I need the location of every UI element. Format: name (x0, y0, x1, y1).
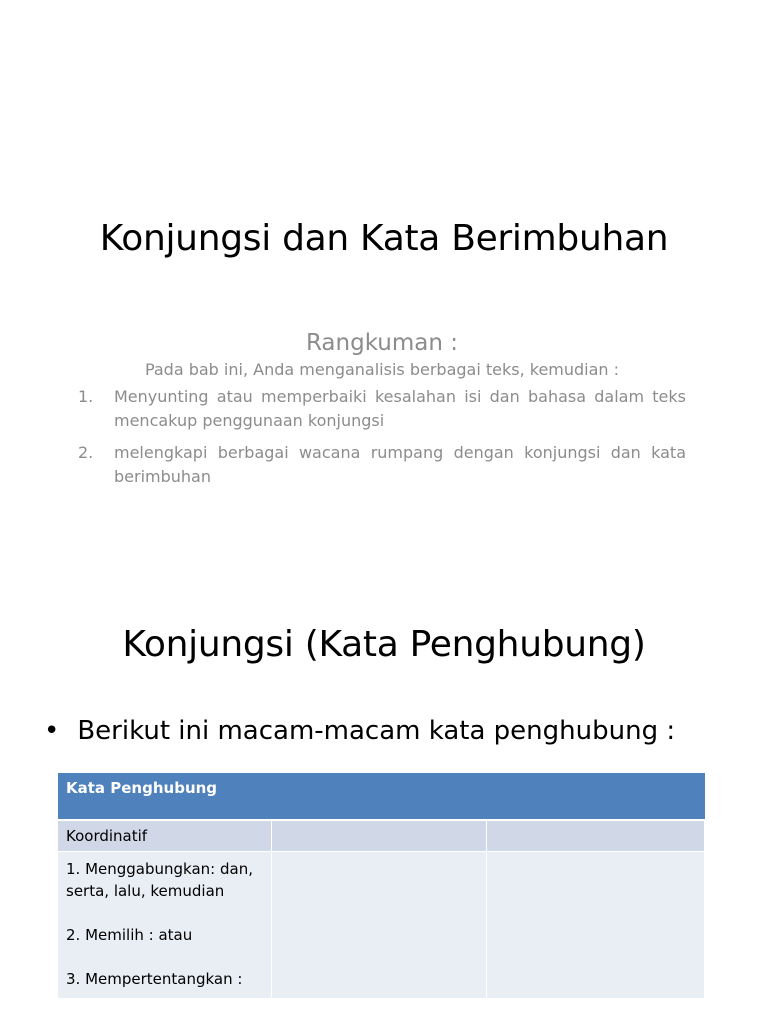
bullet-icon: • (44, 716, 60, 746)
table-cell: Koordinatif (58, 820, 272, 852)
cell-text: 2. Memilih : atau (66, 926, 193, 944)
table-row (58, 852, 705, 999)
slide-title: Konjungsi dan Kata Berimbuhan (99, 218, 669, 259)
summary-item-number: 1. (78, 387, 94, 406)
table-header-cell: Kata Penghubung (58, 773, 705, 820)
summary-intro: Pada bab ini, Anda menganalisis berbagai teks, kemudian : (144, 360, 620, 379)
summary-item-number: 2. (78, 443, 94, 462)
bullet-text: Berikut ini macam-macam kata penghubung : (77, 716, 676, 746)
table-row (58, 820, 705, 852)
cell-text: 1. Menggabungkan: dan, (66, 860, 253, 878)
summary-item (78, 441, 686, 489)
table-cell (272, 820, 487, 852)
summary-item-text: Menyunting atau memperbaiki kesalahan isi dan bahasa dalam teks mencakup penggunaan konjungsi (114, 387, 686, 430)
summary-heading: Rangkuman : (305, 330, 459, 356)
cell-text: serta, lalu, kemudian (66, 882, 225, 900)
table-cell (487, 820, 705, 852)
slide-title: Konjungsi (Kata Penghubung) (122, 624, 646, 665)
slide-2 (0, 560, 768, 1024)
summary-list (78, 385, 686, 489)
table-header-row (58, 773, 705, 820)
summary-item-text: melengkapi berbagai wacana rumpang dengan konjungsi dan kata berimbuhan (114, 443, 686, 486)
table-cell (272, 852, 487, 999)
table-cell (58, 852, 272, 999)
table-cell (487, 852, 705, 999)
cell-text: 3. Mempertentangkan : (66, 970, 243, 988)
conjunction-table (58, 773, 705, 998)
summary-block (78, 330, 686, 497)
summary-item (78, 385, 686, 433)
bullet-item (44, 716, 675, 746)
